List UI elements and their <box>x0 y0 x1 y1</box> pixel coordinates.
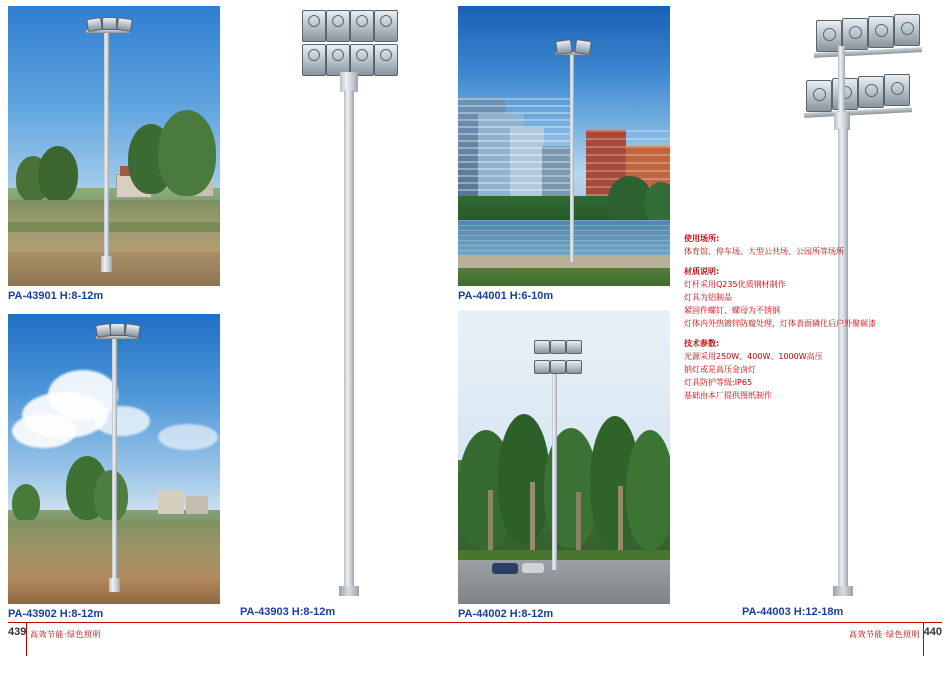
material-line-2: 紧固件螺钉、螺母为不锈钢 <box>684 306 780 315</box>
tech-line-3: 基础由本厂提供图纸制作 <box>684 391 772 400</box>
material-block <box>684 265 924 330</box>
page-number-left: 439 <box>8 626 27 638</box>
page-number-right: 440 <box>923 626 942 638</box>
tech-heading: 技术参数: <box>684 339 720 348</box>
tech-block <box>684 337 924 402</box>
material-heading: 材质说明: <box>684 267 720 276</box>
product-caption-pa-43903: PA-43903 H:8-12m <box>240 606 336 618</box>
product-caption-pa-44001: PA-44001 H:6-10m <box>458 290 554 302</box>
product-card-pa-44001 <box>458 6 670 302</box>
product-caption-pa-43902: PA-43902 H:8-12m <box>8 608 104 620</box>
product-photo-pa-43902 <box>8 314 220 604</box>
product-card-pa-43903 <box>240 6 440 618</box>
footer-slogan-left: 高效节能·绿色照明 <box>30 630 102 639</box>
product-photo-pa-43901 <box>8 6 220 286</box>
material-line-3: 灯体内外热镀锌防腐处理，灯体表面磷化后户外聚碳漆 <box>684 319 876 328</box>
usage-line-0: 体育馆、停车场、大型公共场、公园所等场所 <box>684 247 844 256</box>
product-photo-pa-44001 <box>458 6 670 286</box>
tech-line-1: 钠灯或是高压金卤灯 <box>684 365 756 374</box>
footer-divider <box>8 622 942 623</box>
product-caption-pa-44003: PA-44003 H:12-18m <box>742 606 844 618</box>
product-card-pa-43902 <box>8 314 220 620</box>
product-card-pa-43901 <box>8 6 220 302</box>
product-photo-pa-43903 <box>240 6 440 604</box>
specifications-block <box>684 232 924 409</box>
product-caption-pa-43901: PA-43901 H:8-12m <box>8 290 104 302</box>
tech-line-0: 光源采用250W、400W、1000W高压 <box>684 352 823 361</box>
usage-block <box>684 232 924 258</box>
product-caption-pa-44002: PA-44002 H:8-12m <box>458 608 554 620</box>
tech-line-2: 灯具防护等级:IP65 <box>684 378 753 387</box>
product-photo-pa-44002 <box>458 310 670 604</box>
usage-heading: 使用场所: <box>684 234 720 243</box>
footer-slogan-right: 高效节能·绿色照明 <box>848 630 920 639</box>
material-line-0: 灯杆采用Q235优质钢材制作 <box>684 280 786 289</box>
material-line-1: 灯具为铝制品 <box>684 293 732 302</box>
product-card-pa-44002 <box>458 310 670 620</box>
